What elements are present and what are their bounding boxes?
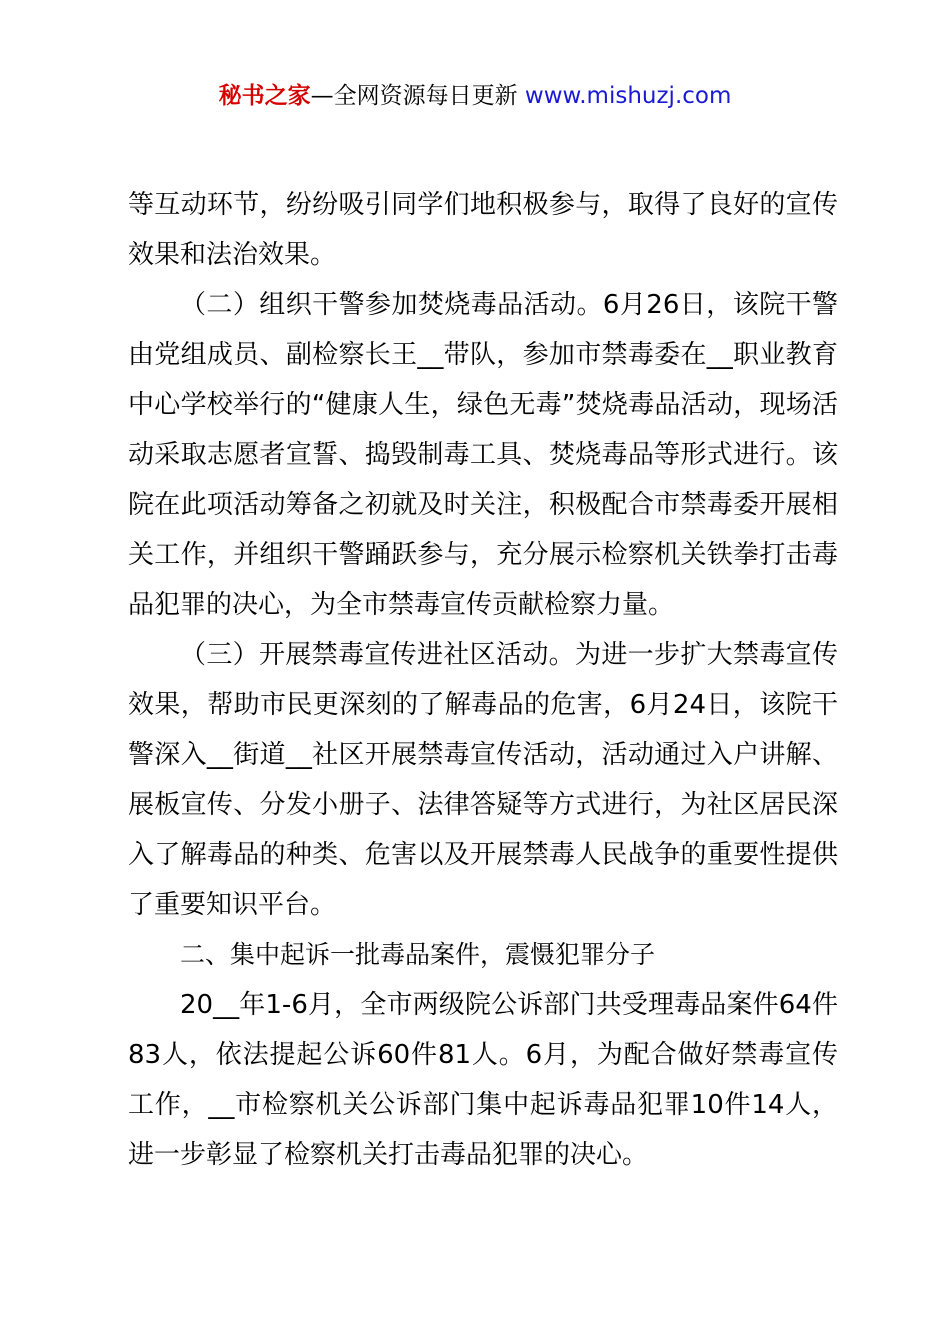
paragraph-item-3: （三）开展禁毒宣传进社区活动。为进一步扩大禁毒宣传效果，帮助市民更深刻的了解毒品的危害，6月24日，该院干警深入__街道__社区开展禁毒宣传活动，活动通过入户讲解、展板宣传、分发小册子、法律答疑等方式进行，为社区居民深入了解毒品的种类、危害以及开展禁毒人民战争的重要性提供了重要知识平台。 (128, 640, 838, 920)
paragraph-continuation: 等互动环节，纷纷吸引同学们地积极参与，取得了良好的宣传效果和法治效果。 (128, 190, 838, 270)
site-brand: 秘书之家 (218, 83, 311, 109)
site-tagline: —全网资源每日更新 (310, 83, 525, 109)
document-body (128, 180, 838, 1180)
page-header (0, 80, 950, 112)
paragraph-item-2: （二）组织干警参加焚烧毒品活动。6月26日，该院干警由党组成员、副检察长王__带队，参加市禁毒委在__职业教育中心学校举行的“健康人生，绿色无毒”焚烧毒品活动，现场活动采取志愿者宣誓、捣毁制毒工具、焚烧毒品等形式进行。该院在此项活动筹备之初就及时关注，积极配合市禁毒委开展相关工作，并组织干警踊跃参与，充分展示检察机关铁拳打击毒品犯罪的决心，为全市禁毒宣传贡献检察力量。 (128, 290, 838, 620)
section-heading-2: 二、集中起诉一批毒品案件，震慑犯罪分子 (180, 940, 656, 969)
paragraph-prosecution: 20__年1-6月，全市两级院公诉部门共受理毒品案件64件83人，依法提起公诉60件81人。6月，为配合做好禁毒宣传工作，__市检察机关公诉部门集中起诉毒品犯罪10件14人，进一步彰显了检察机关打击毒品犯罪的决心。 (128, 990, 838, 1170)
site-url[interactable]: www.mishuzj.com (524, 83, 732, 109)
